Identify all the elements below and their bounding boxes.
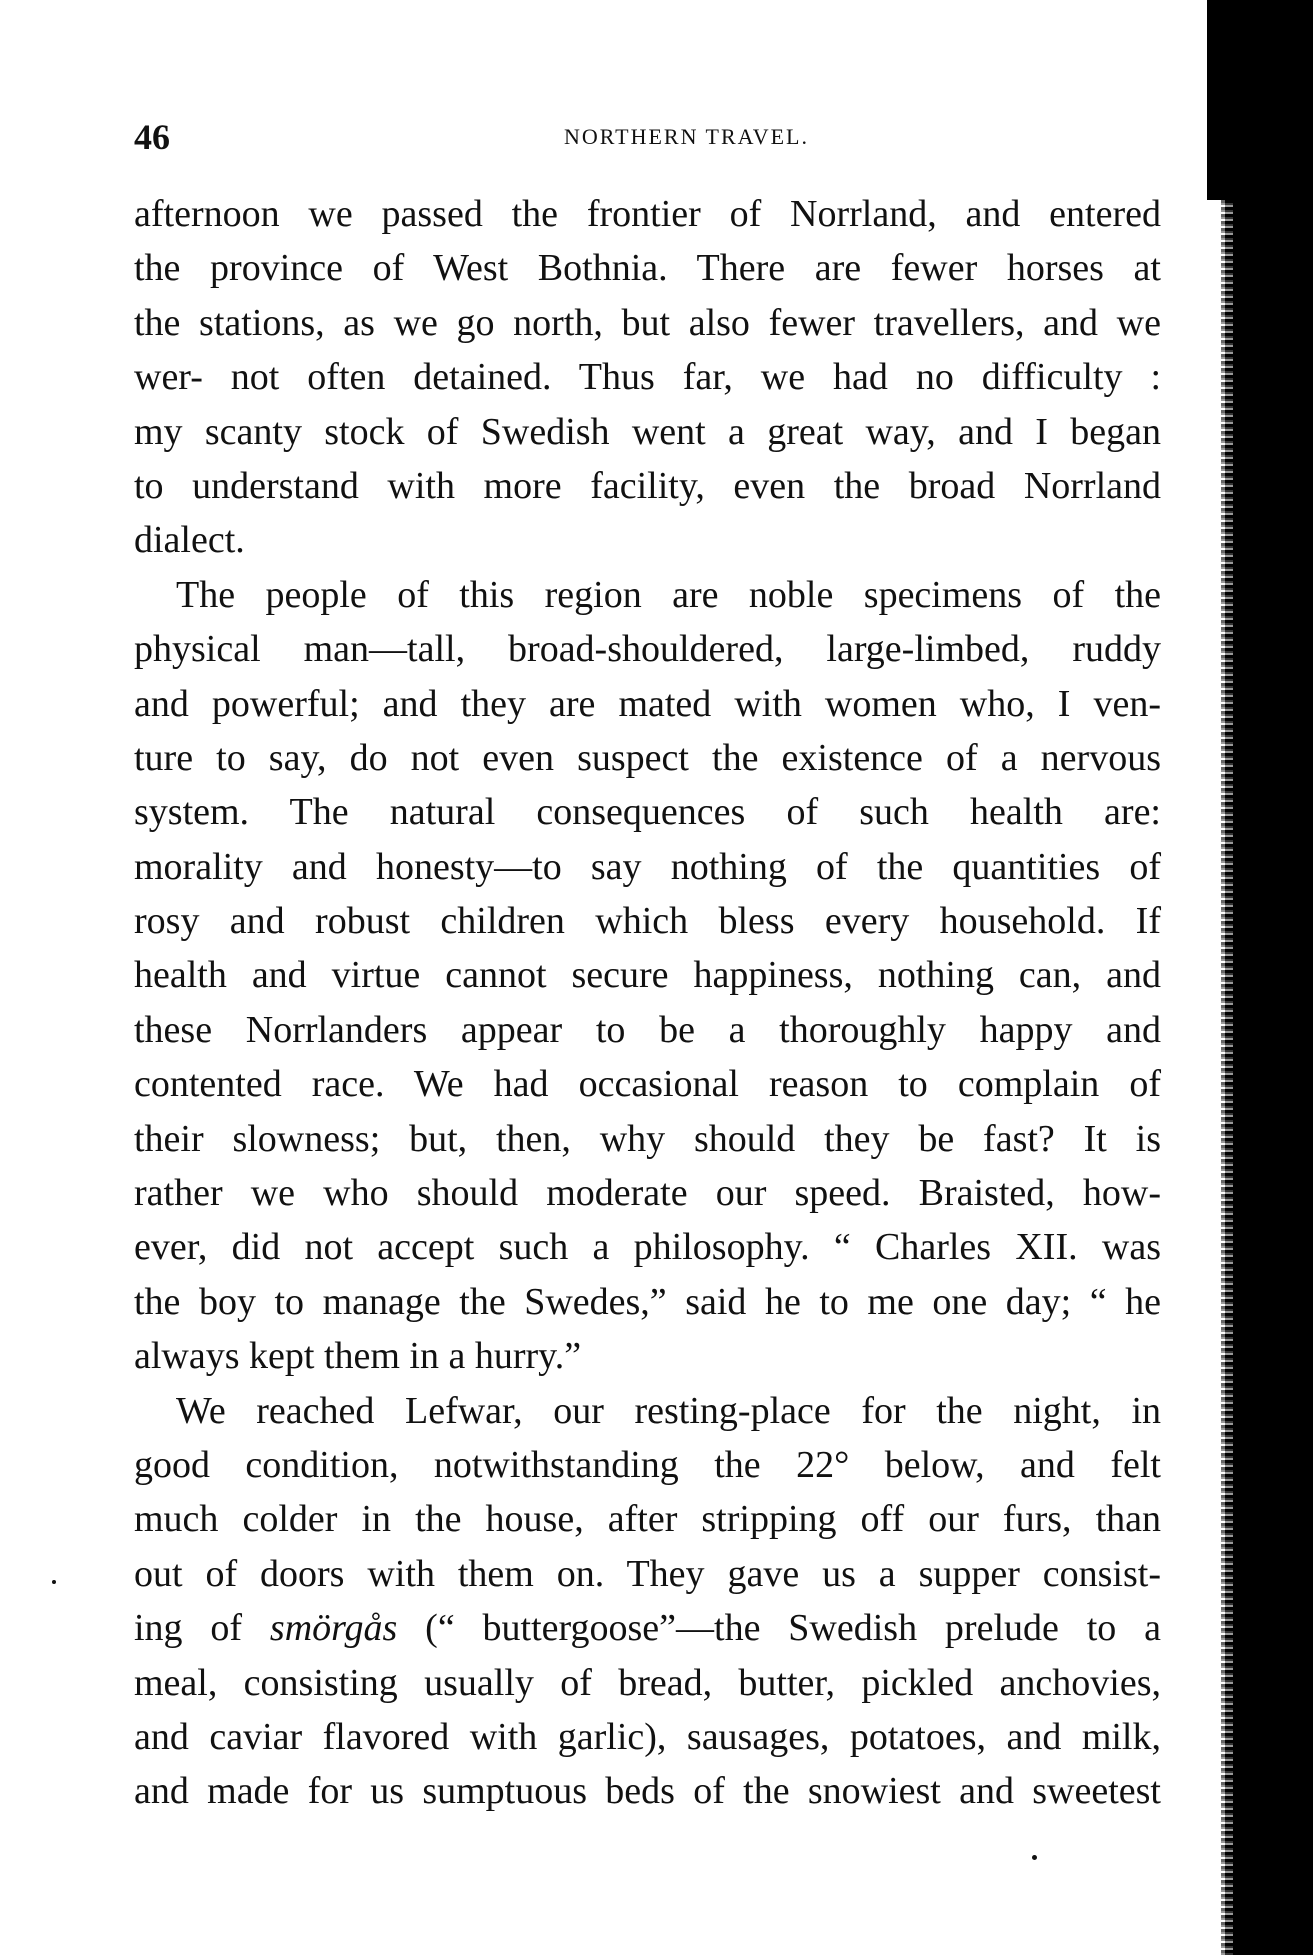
- text-line: contented race. We had occasional reason to complain of: [134, 1063, 1161, 1106]
- text-line: much colder in the house, after stripping off our furs, than: [134, 1498, 1161, 1541]
- scan-binding-edge: [1225, 0, 1313, 1955]
- text-line: and powerful; and they are mated with women who, I ven-: [134, 682, 1161, 725]
- scan-binding-edge-top: [1207, 0, 1225, 200]
- text-line: my scanty stock of Swedish went a great way, and I began: [134, 410, 1161, 453]
- scan-speck: [52, 1580, 56, 1584]
- text-line: ture to say, do not even suspect the existence of a nervous: [134, 736, 1161, 779]
- text-line: system. The natural consequences of such health are:: [134, 791, 1161, 834]
- text-line: rather we who should moderate our speed. Braisted, how-: [134, 1172, 1161, 1215]
- text-fragment: (“ buttergoose”—the Swedish prelude to a: [397, 1607, 1161, 1650]
- text-fragment: ing of: [134, 1607, 270, 1650]
- text-line: out of doors with them on. They gave us a supper consist-: [134, 1552, 1161, 1595]
- page-number: 46: [134, 117, 170, 157]
- paragraph-2: [134, 568, 1161, 1384]
- text-line: their slowness; but, then, why should they be fast? It is: [134, 1117, 1161, 1160]
- text-line: rosy and robust children which bless every household. If: [134, 900, 1161, 943]
- scan-speck: [1032, 1855, 1037, 1860]
- text-line: to understand with more facility, even the broad Norrland: [134, 464, 1161, 507]
- text-line: always kept them in a hurry.”: [134, 1335, 582, 1378]
- text-line: dialect.: [134, 519, 245, 562]
- text-line: the stations, as we go north, but also fewer travellers, and we: [134, 301, 1161, 344]
- text-line: physical man—tall, broad-shouldered, large-limbed, ruddy: [134, 628, 1161, 671]
- text-line: afternoon we passed the frontier of Norrland, and entered: [134, 193, 1161, 235]
- body-text: [134, 187, 1161, 1819]
- paragraph-1: [134, 187, 1161, 568]
- text-line: and made for us sumptuous beds of the snowiest and sweetest: [134, 1770, 1161, 1813]
- text-line: ever, did not accept such a philosophy. “ Charles XII. was: [134, 1226, 1161, 1269]
- text-line: health and virtue cannot secure happiness, nothing can, and: [134, 954, 1161, 997]
- text-line: and caviar flavored with garlic), sausages, potatoes, and milk,: [134, 1715, 1161, 1758]
- text-line: meal, consisting usually of bread, butter, pickled anchovies,: [134, 1661, 1161, 1704]
- text-line: the boy to manage the Swedes,” said he to me one day; “ he: [134, 1280, 1161, 1323]
- scan-edge-noise: [1221, 200, 1233, 1955]
- text-line: morality and honesty—to say nothing of the quantities of: [134, 845, 1161, 888]
- text-line: We reached Lefwar, our resting-place for the night, in: [176, 1389, 1161, 1432]
- text-line: The people of this region are noble specimens of the: [176, 573, 1161, 616]
- text-line: wer- not often detained. Thus far, we had no difficulty :: [134, 356, 1161, 399]
- text-line: good condition, notwithstanding the 22° below, and felt: [134, 1443, 1161, 1486]
- text-line: these Norrlanders appear to be a thoroughly happy and: [134, 1008, 1161, 1051]
- running-title: NORTHERN TRAVEL.: [564, 124, 809, 149]
- text-line: [134, 1601, 1161, 1655]
- text-line: the province of West Bothnia. There are fewer horses at: [134, 247, 1161, 290]
- italic-word: smörgås: [269, 1607, 398, 1650]
- paragraph-3: [134, 1384, 1161, 1819]
